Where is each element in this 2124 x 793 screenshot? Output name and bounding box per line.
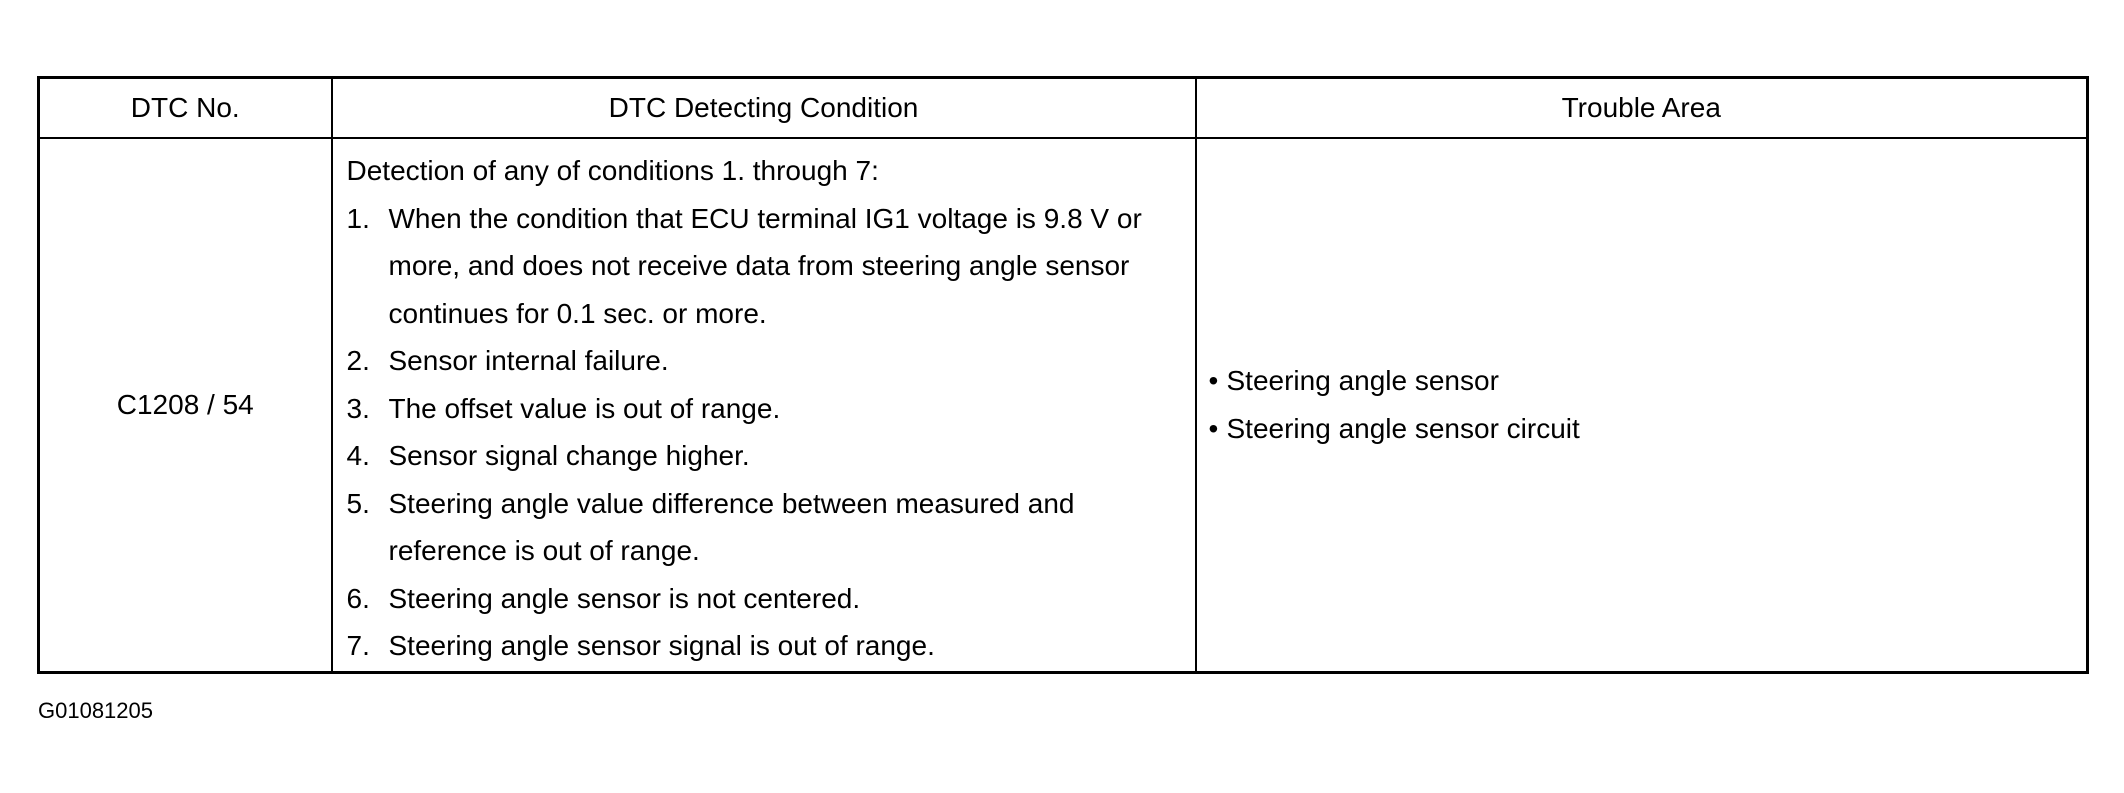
condition-item <box>347 622 1181 670</box>
condition-item <box>347 385 1181 433</box>
dtc-code-cell: C1208 / 54 <box>39 138 332 673</box>
condition-text: Sensor signal change higher. <box>388 440 750 471</box>
condition-item <box>347 575 1181 623</box>
condition-cell <box>332 138 1196 673</box>
condition-number: 2. <box>346 345 370 376</box>
condition-item <box>347 195 1181 338</box>
bullet-icon: • <box>1208 365 1219 396</box>
header-dtc-no: DTC No. <box>39 78 332 139</box>
condition-number: 6. <box>346 582 370 614</box>
condition-text: Steering angle sensor signal is out of range. <box>388 630 935 661</box>
header-detecting-condition: DTC Detecting Condition <box>332 78 1196 139</box>
condition-list <box>347 195 1181 670</box>
condition-text: When the condition that ECU terminal IG1 voltage is 9.8 V or more, and does not receive data from steering angle sensor continues for 0.1 sec. or more. <box>388 202 1142 329</box>
condition-item <box>347 337 1181 385</box>
trouble-area-text: Steering angle sensor circuit <box>1226 413 1580 444</box>
trouble-area-item <box>1209 405 2075 453</box>
condition-text: The offset value is out of range. <box>388 392 781 424</box>
trouble-area-cell <box>1196 138 2088 673</box>
dtc-table <box>37 76 2089 674</box>
condition-text: Steering angle value difference between measured and reference is out of range. <box>388 487 1075 566</box>
condition-number: 3. <box>346 392 370 424</box>
condition-number: 1. <box>346 202 370 234</box>
bullet-icon: • <box>1208 413 1219 444</box>
header-trouble-area: Trouble Area <box>1196 78 2088 139</box>
condition-text: Sensor internal failure. <box>388 345 669 376</box>
condition-item <box>347 432 1181 480</box>
condition-intro: Detection of any of conditions 1. through 7: <box>346 155 879 186</box>
trouble-area-item <box>1209 357 2075 405</box>
condition-item <box>347 480 1181 575</box>
table-row <box>39 138 2088 673</box>
figure-code: G01081205 <box>38 698 153 723</box>
condition-text: Steering angle sensor is not centered. <box>388 582 861 614</box>
header-row <box>39 78 2088 139</box>
trouble-area-text: Steering angle sensor <box>1226 365 1499 396</box>
condition-number: 5. <box>346 487 370 519</box>
trouble-area-list <box>1209 357 2075 453</box>
condition-number: 7. <box>346 630 370 661</box>
condition-number: 4. <box>346 440 370 471</box>
